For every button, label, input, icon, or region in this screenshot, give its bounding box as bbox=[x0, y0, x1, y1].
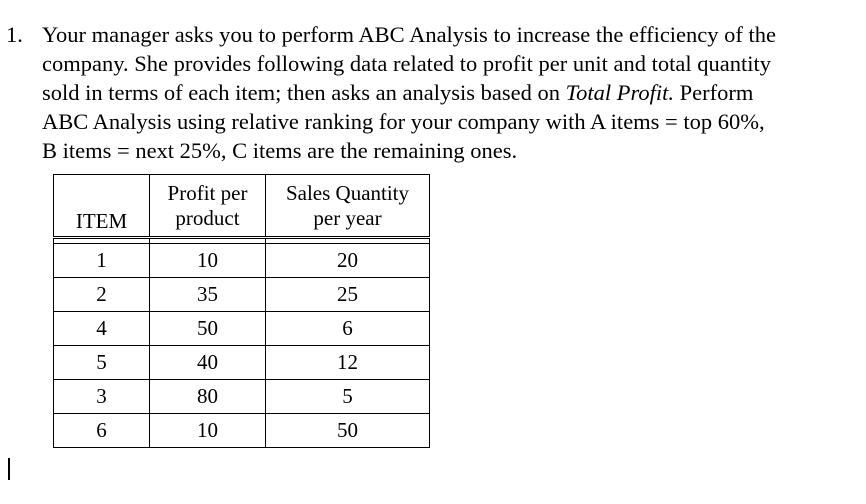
table-row bbox=[54, 278, 430, 312]
cell-qty: 6 bbox=[266, 312, 430, 346]
cell-item: 1 bbox=[54, 244, 150, 278]
question-line-3-text: sold in terms of each item; then asks an analysis based on bbox=[42, 80, 566, 105]
table-row bbox=[54, 244, 430, 278]
cell-qty: 50 bbox=[266, 414, 430, 448]
question-line-4: ABC Analysis using relative ranking for your company with A items = top 60%, bbox=[42, 109, 765, 134]
cell-qty: 20 bbox=[266, 244, 430, 278]
question-line-1: Your manager asks you to perform ABC Analysis to increase the efficiency of the bbox=[42, 22, 777, 47]
cell-profit: 50 bbox=[150, 312, 266, 346]
table-header-row bbox=[54, 175, 430, 238]
question-number: 1. bbox=[6, 22, 23, 47]
cell-item: 3 bbox=[54, 380, 150, 414]
question-line-3-tail: Perform bbox=[674, 80, 754, 105]
header-qty-line-2: per year bbox=[313, 205, 382, 230]
table-row bbox=[54, 312, 430, 346]
header-item: ITEM bbox=[54, 175, 150, 238]
cell-profit: 10 bbox=[150, 414, 266, 448]
header-sales-quantity bbox=[266, 175, 430, 238]
header-profit-per-product bbox=[150, 175, 266, 238]
total-profit-emphasis: Total Profit. bbox=[565, 80, 675, 105]
cell-qty: 25 bbox=[266, 278, 430, 312]
table-row bbox=[54, 346, 430, 380]
cell-item: 6 bbox=[54, 414, 150, 448]
header-qty-line-1: Sales Quantity bbox=[285, 180, 410, 205]
cell-profit: 80 bbox=[150, 380, 266, 414]
question-block bbox=[6, 20, 856, 165]
question-line-2: company. She provides following data related to profit per unit and total quantity bbox=[42, 51, 771, 76]
cell-item: 4 bbox=[54, 312, 150, 346]
cell-qty: 12 bbox=[266, 346, 430, 380]
table-row bbox=[54, 414, 430, 448]
cell-profit: 35 bbox=[150, 278, 266, 312]
cell-profit: 40 bbox=[150, 346, 266, 380]
header-profit-line-1: Profit per bbox=[167, 180, 248, 205]
cell-item: 5 bbox=[54, 346, 150, 380]
cell-profit: 10 bbox=[150, 244, 266, 278]
item-data-table bbox=[53, 174, 430, 448]
header-profit-line-2: product bbox=[175, 205, 240, 230]
cell-qty: 5 bbox=[266, 380, 430, 414]
text-cursor bbox=[8, 458, 10, 480]
question-text bbox=[42, 20, 856, 165]
table-row bbox=[54, 380, 430, 414]
question-line-5: B items = next 25%, C items are the remaining ones. bbox=[42, 138, 518, 163]
question-line-3 bbox=[42, 78, 856, 107]
cell-item: 2 bbox=[54, 278, 150, 312]
